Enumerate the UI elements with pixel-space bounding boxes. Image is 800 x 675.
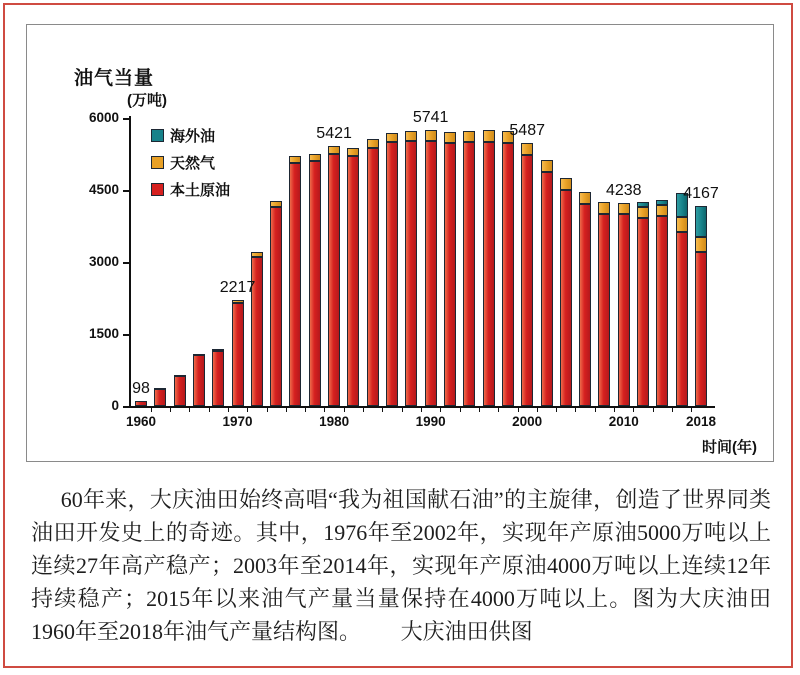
legend-label-domestic-crude: 本土原油	[170, 182, 231, 199]
xaxis-minor-tick	[575, 408, 576, 412]
chart-unit-label: (万吨)	[127, 92, 167, 109]
bar-1966-natural-gas	[193, 354, 205, 356]
caption-paragraph	[31, 483, 771, 648]
xaxis-minor-tick	[247, 408, 248, 412]
xtick-label-1970: 1970	[222, 414, 253, 429]
bar-2000-natural-gas	[521, 143, 533, 155]
bar-1996-domestic-crude	[483, 142, 495, 406]
bar-1980-natural-gas	[328, 146, 340, 154]
xaxis-minor-tick	[498, 408, 499, 412]
caption-block	[31, 483, 771, 648]
bar-1988-domestic-crude	[405, 141, 417, 406]
bar-1972-natural-gas	[251, 252, 263, 257]
xaxis-minor-tick	[382, 408, 383, 412]
bar-1966-domestic-crude	[193, 355, 205, 406]
ytick-mark-3000	[123, 262, 129, 264]
bar-1994-domestic-crude	[463, 142, 475, 406]
xtick-label-2010: 2010	[608, 414, 639, 429]
ytick-mark-0	[123, 406, 129, 408]
caption-credit: 大庆油田供图	[400, 619, 533, 644]
xtick-label-2018: 2018	[685, 414, 716, 429]
bar-2000-domestic-crude	[521, 155, 533, 406]
bar-2018-domestic-crude	[695, 252, 707, 406]
plot-area	[27, 25, 773, 461]
chart-title: 油气当量	[74, 68, 155, 89]
value-label-1980: 5421	[316, 124, 352, 142]
bar-2004-domestic-crude	[560, 190, 572, 406]
bar-1970-natural-gas	[232, 300, 244, 303]
xaxis-minor-tick	[344, 408, 345, 412]
bar-1992-natural-gas	[444, 132, 456, 143]
xaxis-minor-tick	[402, 408, 403, 412]
xaxis-minor-tick	[691, 408, 692, 412]
xaxis-minor-tick	[267, 408, 268, 412]
value-label-2000: 5487	[509, 121, 545, 139]
bar-2014-domestic-crude	[656, 216, 668, 406]
bar-1998-domestic-crude	[502, 143, 514, 406]
xaxis-minor-tick	[633, 408, 634, 412]
bar-1968-domestic-crude	[212, 351, 224, 406]
caption-text: 60年来，大庆油田始终高唱“我为祖国献石油”的主旋律，创造了世界同类油田开发史上的奇迹。其中，1976年至2002年，实现年产原油5000万吨以上连续27年高产稳产；2003年至2014年，实现年产原油4000万吨以上连续12年持续稳产；2015年以来油气产量当量保持在4000万吨以上。图为大庆油田1960年至2018年油气产量结构图。	[31, 487, 771, 644]
bar-2014-natural-gas	[656, 205, 668, 216]
bar-2006-domestic-crude	[579, 204, 591, 406]
xaxis-minor-tick	[479, 408, 480, 412]
xaxis-title: 时间(年)	[702, 439, 757, 456]
xaxis-minor-tick	[440, 408, 441, 412]
bar-1970-domestic-crude	[232, 303, 244, 406]
xaxis-minor-tick	[672, 408, 673, 412]
xaxis-minor-tick	[324, 408, 325, 412]
bar-1982-domestic-crude	[347, 156, 359, 406]
bar-2018-overseas-oil	[695, 206, 707, 237]
xtick-label-1980: 1980	[319, 414, 350, 429]
xaxis-minor-tick	[421, 408, 422, 412]
bar-1974-natural-gas	[270, 201, 282, 207]
ytick-mark-6000	[123, 118, 129, 120]
bar-1986-domestic-crude	[386, 142, 398, 406]
bar-1990-natural-gas	[425, 130, 437, 141]
xaxis-minor-tick	[170, 408, 171, 412]
bar-2010-domestic-crude	[618, 214, 630, 406]
bar-1968-natural-gas	[212, 349, 224, 351]
xaxis-minor-tick	[305, 408, 306, 412]
xaxis-minor-tick	[653, 408, 654, 412]
bar-2016-natural-gas	[676, 217, 688, 232]
xaxis-minor-tick	[556, 408, 557, 412]
chart-panel	[26, 24, 774, 462]
ytick-label-6000: 6000	[88, 110, 119, 125]
bar-1976-domestic-crude	[289, 163, 301, 406]
bar-2004-natural-gas	[560, 178, 572, 190]
value-label-2010: 4238	[605, 181, 642, 199]
xaxis-minor-tick	[189, 408, 190, 412]
legend-label-natural-gas: 天然气	[170, 155, 216, 172]
bar-1960-domestic-crude	[135, 401, 147, 406]
bar-2016-domestic-crude	[676, 232, 688, 406]
x-axis-line	[129, 406, 715, 408]
ytick-mark-4500	[123, 190, 129, 192]
bar-2008-domestic-crude	[598, 214, 610, 406]
value-label-1990: 5741	[412, 109, 449, 127]
ytick-label-4500: 4500	[88, 182, 119, 197]
bar-2002-natural-gas	[541, 160, 553, 172]
xaxis-minor-tick	[228, 408, 229, 412]
bar-1986-natural-gas	[386, 133, 398, 143]
value-label-1970: 2217	[219, 278, 256, 296]
xaxis-minor-tick	[614, 408, 615, 412]
xtick-label-2000: 2000	[512, 414, 543, 429]
bar-1990-domestic-crude	[425, 141, 437, 406]
bar-1984-domestic-crude	[367, 148, 379, 406]
bar-1978-domestic-crude	[309, 161, 321, 406]
bar-1980-domestic-crude	[328, 154, 340, 406]
bar-2012-overseas-oil	[637, 202, 649, 207]
value-label-2018: 4167	[683, 184, 719, 202]
bar-2010-natural-gas	[618, 203, 630, 214]
bar-2012-natural-gas	[637, 207, 649, 218]
xaxis-minor-tick	[518, 408, 519, 412]
ytick-label-0: 0	[111, 398, 119, 413]
xaxis-minor-tick	[537, 408, 538, 412]
bar-1974-domestic-crude	[270, 207, 282, 406]
bar-1988-natural-gas	[405, 131, 417, 141]
y-axis-line	[129, 116, 131, 406]
bar-2018-natural-gas	[695, 237, 707, 252]
bar-1992-domestic-crude	[444, 143, 456, 406]
bar-1976-natural-gas	[289, 156, 301, 163]
value-label-1960: 98	[132, 380, 150, 398]
xtick-label-1990: 1990	[415, 414, 446, 429]
xaxis-minor-tick	[151, 408, 152, 412]
xaxis-minor-tick	[460, 408, 461, 412]
xaxis-minor-tick	[209, 408, 210, 412]
bar-1964-natural-gas	[174, 375, 186, 377]
bar-2008-natural-gas	[598, 202, 610, 214]
xaxis-minor-tick	[286, 408, 287, 412]
xtick-label-1960: 1960	[125, 414, 157, 429]
bar-1982-natural-gas	[347, 148, 359, 157]
bar-2002-domestic-crude	[541, 172, 553, 406]
ytick-mark-1500	[123, 334, 129, 336]
xaxis-minor-tick	[363, 408, 364, 412]
xaxis-minor-tick	[595, 408, 596, 412]
ytick-label-1500: 1500	[88, 326, 119, 341]
bar-1994-natural-gas	[463, 131, 475, 143]
ytick-label-3000: 3000	[88, 254, 119, 269]
legend-label-overseas-oil: 海外油	[170, 128, 216, 145]
bar-2012-domestic-crude	[637, 218, 649, 406]
bar-1978-natural-gas	[309, 154, 321, 162]
